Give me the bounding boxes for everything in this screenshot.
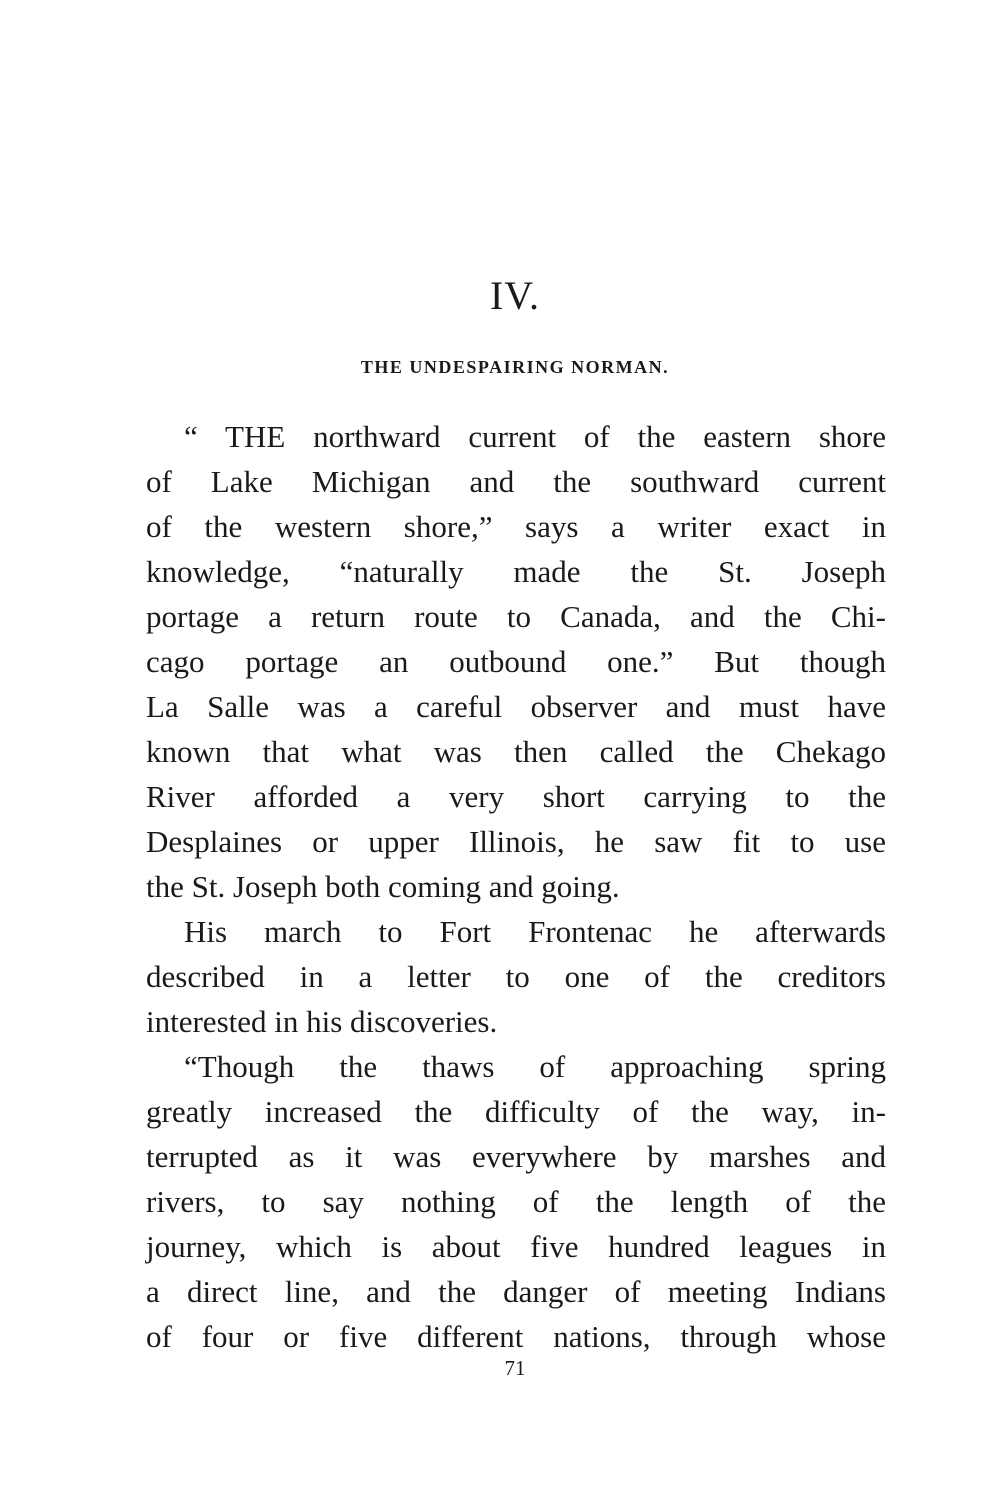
- text-line: journey, which is about five hundred leagues in: [146, 1229, 886, 1264]
- text-line: cago portage an outbound one.” But though: [146, 644, 886, 679]
- text-line: described in a letter to one of the creditors: [146, 959, 886, 994]
- text-line: “ THE northward current of the eastern shore: [184, 419, 886, 454]
- text-line: a direct line, and the danger of meeting Indians: [146, 1274, 886, 1309]
- page-number: 71: [504, 1356, 526, 1380]
- text-line: rivers, to say nothing of the length of the: [146, 1184, 886, 1219]
- text-line: His march to Fort Frontenac he afterwards: [184, 914, 886, 949]
- chapter-title: THE UNDESPAIRING NORMAN.: [360, 357, 670, 377]
- text-line: interested in his discoveries.: [146, 1004, 498, 1039]
- text-line: River afforded a very short carrying to the: [146, 779, 886, 814]
- text-line: portage a return route to Canada, and the Chi-: [146, 599, 886, 634]
- text-line: the St. Joseph both coming and going.: [146, 869, 620, 904]
- text-line: of Lake Michigan and the southward current: [146, 464, 886, 499]
- text-line: greatly increased the difficulty of the way, in-: [146, 1094, 886, 1129]
- text-line: terrupted as it was everywhere by marshes and: [146, 1139, 886, 1174]
- body-text: [146, 414, 886, 1359]
- text-line: known that what was then called the Chekago: [146, 734, 886, 769]
- text-line: of four or five different nations, through whose: [146, 1319, 886, 1354]
- chapter-number: IV.: [489, 273, 541, 318]
- text-line: “Though the thaws of approaching spring: [184, 1049, 886, 1084]
- text-line: knowledge, “naturally made the St. Joseph: [146, 554, 886, 589]
- text-line: La Salle was a careful observer and must have: [146, 689, 886, 724]
- text-line: of the western shore,” says a writer exact in: [146, 509, 886, 544]
- text-line: Desplaines or upper Illinois, he saw fit to use: [146, 824, 886, 859]
